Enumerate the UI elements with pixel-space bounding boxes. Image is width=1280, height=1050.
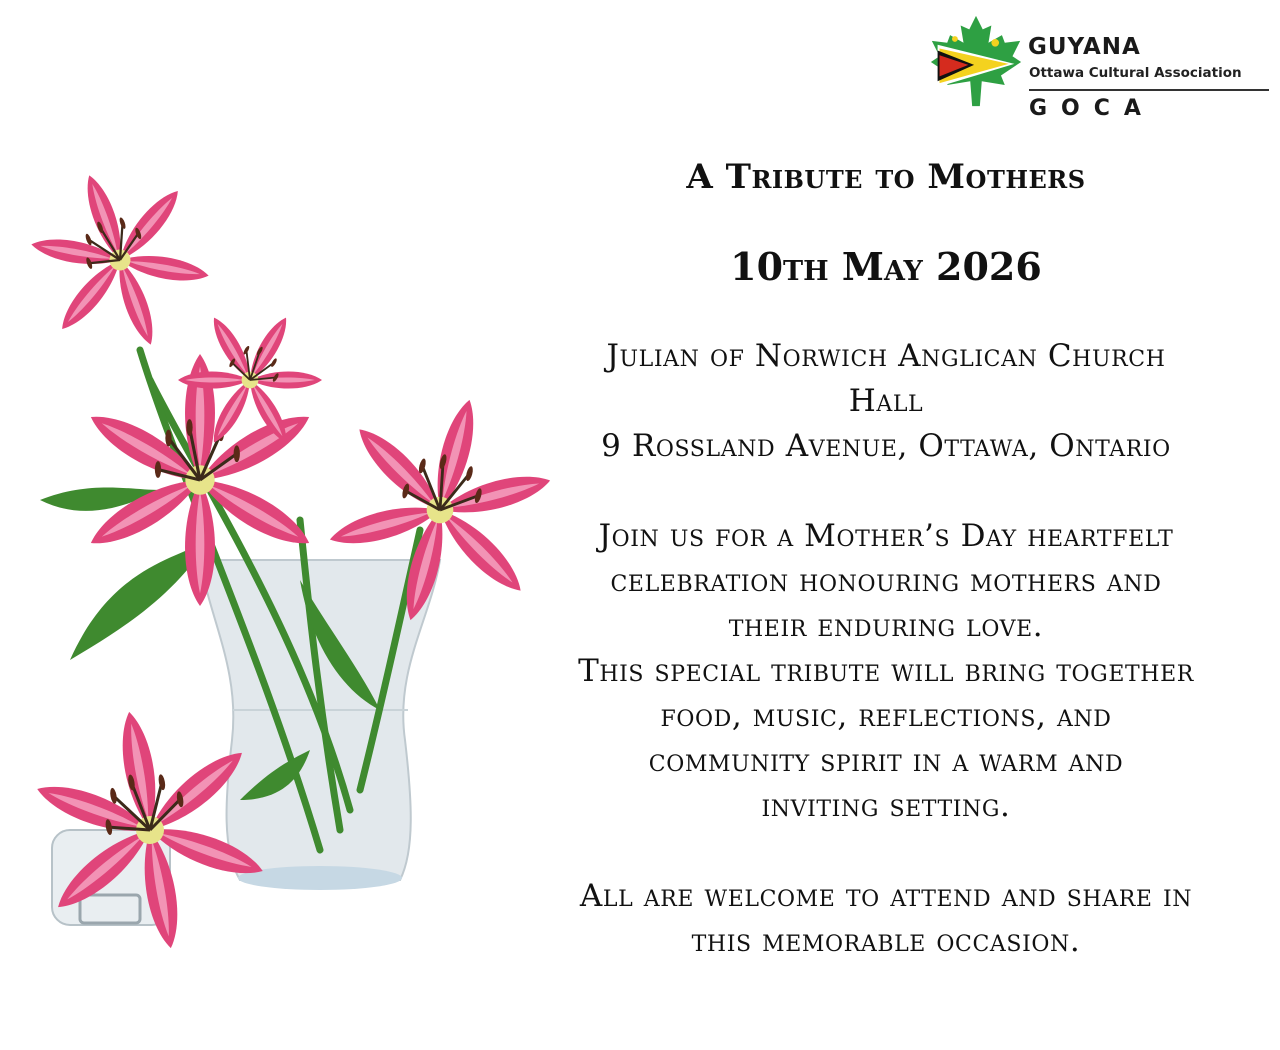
logo-divider: [1029, 89, 1269, 91]
venue-address: 9 Rossland Avenue, Ottawa, Ontario: [601, 428, 1171, 464]
description-line: food, music, reflections, and: [660, 698, 1112, 734]
description-line: Join us for a Mother’s Day heartfelt: [598, 518, 1174, 554]
description-line: inviting setting.: [761, 788, 1011, 824]
event-date: 10th May 2026: [730, 244, 1042, 289]
pink-lilies-in-glass-vase-image: [0, 150, 560, 980]
closing-line: this memorable occasion.: [691, 923, 1081, 959]
venue-line-1: Julian of Norwich Anglican Church: [606, 338, 1166, 374]
description-paragraph: [530, 514, 1242, 829]
event-details: [530, 155, 1242, 964]
description-line: their enduring love.: [728, 608, 1044, 644]
venue-block: [530, 334, 1242, 469]
description-line: community spirit in a warm and: [648, 743, 1124, 779]
maple-leaf-guyana-flag-icon: [928, 14, 1024, 110]
description-line: celebration honouring mothers and: [610, 563, 1162, 599]
goca-logo: [928, 14, 1273, 121]
event-title: A Tribute to Mothers: [686, 157, 1086, 197]
logo-name: GUYANA: [1028, 34, 1141, 60]
description-line: This special tribute will bring together: [578, 653, 1194, 689]
closing-paragraph: [530, 874, 1242, 964]
venue-line-2: Hall: [848, 383, 924, 419]
logo-subtitle: Ottawa Cultural Association: [1029, 65, 1242, 81]
logo-acronym: GOCA: [1029, 96, 1155, 121]
closing-line: All are welcome to attend and share in: [579, 878, 1193, 914]
